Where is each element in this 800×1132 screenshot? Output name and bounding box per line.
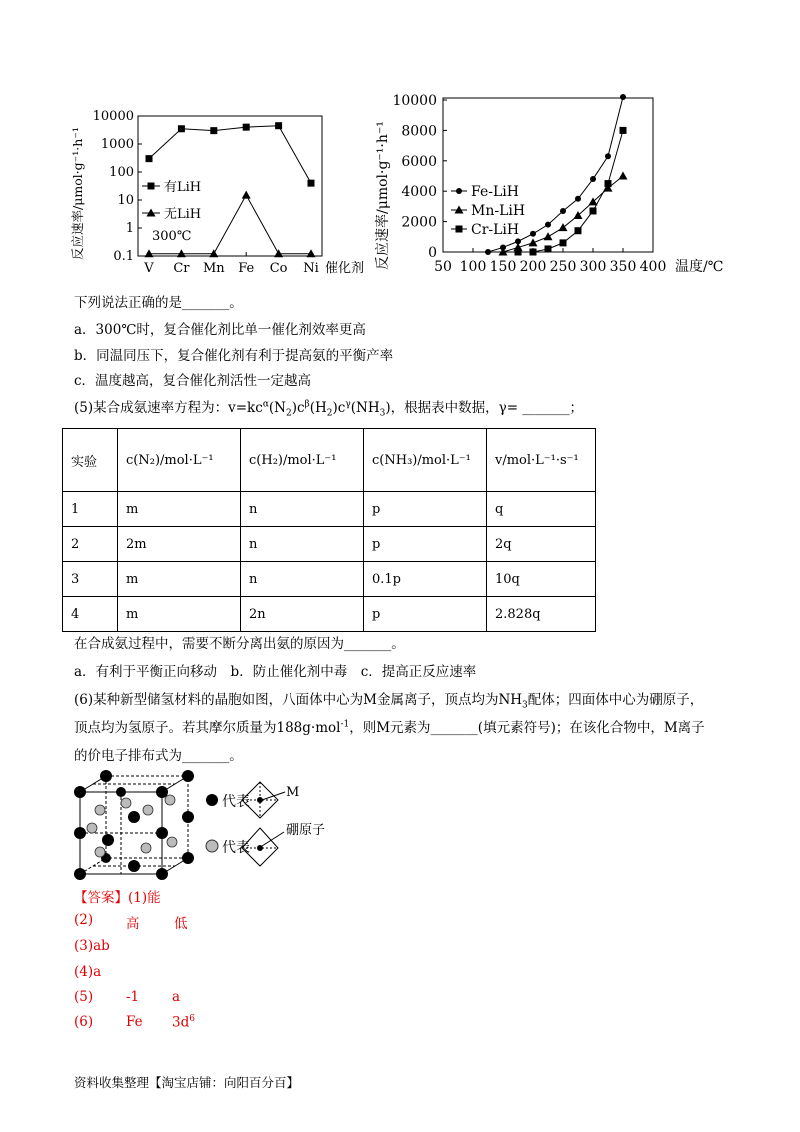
table-cell: p [364,492,487,527]
footer-note: 资料收集整理【淘宝店铺：向阳百分百】 [74,1075,300,1090]
data-point [515,249,522,256]
chart-temperature-rate [365,90,795,285]
after-table-question: 在合成氨过程中，需要不断分离出氨的原因为_______。 [74,636,405,652]
x-tick-label: 400 [639,259,667,275]
q6-text-a: (6)某种新型储氢材料的晶胞如图，八面体中心为M金属离子，顶点均为 [74,692,499,708]
q6-text-c: 顶点均为氢原子。若其摩尔质量为 [74,720,277,736]
q6-text-b: 配体；四面体中心为硼原子， [527,692,704,708]
x-tick-label: Cr [173,261,190,276]
table-cell: 2 [63,527,118,562]
data-point [275,122,282,129]
data-point [620,127,627,134]
table-cell: n [241,527,364,562]
legend-label: Mn-LiH [471,203,526,219]
option-a: a．300℃时，复合催化剂比单一催化剂效率更高 [74,322,366,338]
q5-prefix: (5)某合成氨速率方程为：v=kc [74,400,263,416]
table-cell: 2n [241,597,364,632]
answer-5-label: (5) [74,989,94,1005]
answer-2-value-1: 高 [126,916,140,932]
table-header-cell: c(N₂)/mol·L⁻¹ [118,429,241,492]
x-tick-label: Co [269,261,288,276]
y-axis-label: 反应速率/μmol·g⁻¹·h⁻¹ [70,127,85,260]
data-point [545,245,552,252]
legend-boron-label: 硼原子 [286,823,326,838]
series-line [149,126,311,183]
y-tick-label: 2000 [401,214,437,231]
legend-marker [456,188,462,194]
legend-gray-dot [206,840,218,852]
table-header-cell: v/mol·L⁻¹·s⁻¹ [487,429,596,492]
y-tick-label: 6000 [401,153,437,170]
y-tick-label: 8000 [401,123,437,140]
data-point [560,208,566,214]
data-point [178,125,185,132]
y-tick-label: 1000 [100,137,134,152]
answer-6-label: (6) [74,1014,94,1030]
table-row [63,597,596,632]
table-cell: m [118,492,241,527]
x-tick-label: 350 [609,259,637,275]
y-tick-label: 10000 [392,93,437,109]
x-tick-label: 250 [549,259,577,275]
data-point [590,207,597,214]
data-point [559,223,568,231]
legend-label: Fe-LiH [471,184,519,200]
rate-table [62,428,596,632]
options-line: a．有利于平衡正向移动 b．防止催化剂中毒 c．提高正反应速率 [74,664,477,680]
data-point [529,238,538,246]
y-tick-label: 100 [109,165,134,180]
x-tick-label: 200 [519,259,547,275]
data-point [619,172,628,180]
answer-3: (3)ab [74,938,110,954]
data-point [243,124,250,131]
table-cell: 2.828q [487,597,596,632]
table-cell: m [118,562,241,597]
legend-label: Cr-LiH [471,222,520,238]
answer-5-value-1: -1 [126,989,140,1005]
x-tick-label: Mn [202,261,225,276]
table-cell: p [364,527,487,562]
x-tick-label: 50 [434,259,452,275]
table-cell: 0.1p [364,562,487,597]
answer-2 [74,912,188,932]
legend-gray-label: 代表 [222,840,250,856]
legend-marker [148,183,155,190]
data-point [308,180,315,187]
table-cell: 1 [63,492,118,527]
table-header-cell: 实验 [63,429,118,492]
data-point [605,180,612,187]
option-c: c．温度越高，复合催化剂活性一定越高 [74,373,312,389]
x-tick-label: Ni [303,261,319,276]
legend-black-dot [206,794,218,806]
question-6-line2: 顶点均为氢原子。若其摩尔质量为188g·mol$^{-1}$，则M元素为_______(填元素符号)；在该化合物中，M离子 [74,719,705,736]
table-header-cell: c(H₂)/mol·L⁻¹ [241,429,364,492]
question-intro: 下列说法正确的是_______。 [74,295,243,311]
y-tick-label: 0.1 [113,249,134,264]
answer-5 [74,989,181,1005]
table-cell: q [487,492,596,527]
answer-1-text: (1)能 [128,890,161,906]
data-point [605,153,611,159]
data-point [575,227,582,234]
table-cell: 2m [118,527,241,562]
y-tick-label: 4000 [401,184,437,201]
table-cell: p [364,597,487,632]
crystal-cell-figure [70,770,350,880]
x-axis-label: 催化剂 [325,261,365,276]
chart-annotation: 300℃ [152,229,192,244]
table-cell: 4 [63,597,118,632]
q5-suffix: ，根据表中数据，γ= _______； [390,400,584,416]
legend-marker [456,226,463,233]
answer-6 [74,1014,195,1031]
series-line [149,195,311,254]
data-point [146,155,153,162]
chart-catalyst-rate [60,100,380,285]
q6-text-d: ，则M元素为_______(填元素符号)；在该化合物中，M离子 [349,720,705,736]
table-cell: 3 [63,562,118,597]
data-point [545,222,551,228]
x-tick-label: 300 [579,259,607,275]
answer-2-label: (2) [74,912,94,928]
data-point [485,249,491,255]
data-point [530,249,537,256]
x-axis-label: 温度/℃ [675,259,724,275]
table-cell: m [118,597,241,632]
x-tick-label: Fe [238,261,255,276]
answer-6-config: 3d [172,1014,190,1031]
table-cell: n [241,492,364,527]
legend-black-label: 代表 [222,794,250,810]
x-tick-label: V [144,261,154,276]
data-point [575,196,581,202]
answer-header: 【答案】 [74,890,128,906]
table-header-cell: c(NH₃)/mol·L⁻¹ [364,429,487,492]
legend-label: 有LiH [164,180,202,195]
data-point [544,232,553,240]
answer-1 [74,886,161,906]
y-tick-label: 10000 [92,109,134,124]
legend-M-label: M [286,785,300,800]
data-point [560,239,567,246]
data-point [242,191,251,199]
table-header-row [63,429,596,492]
answer-6-value-1: Fe [126,1014,143,1030]
answer-6-value-2: $3d^6$ [172,1014,195,1031]
x-tick-label: 150 [489,259,517,275]
answer-4: (4)a [74,964,102,980]
data-point [530,231,536,237]
answer-5-value-2: a [172,989,181,1005]
boron-atoms [87,795,177,857]
x-tick-label: 100 [459,259,487,275]
table-cell: 2q [487,527,596,562]
q6-molar-mass: 188g·mol [276,720,341,736]
table-row [63,527,596,562]
data-point [590,176,596,182]
answer-2-value-2: 低 [174,916,188,932]
question-6-line1: (6)某种新型储氢材料的晶胞如图，八面体中心为M金属离子，顶点均为$NH_3$配体；四面体中心为硼原子， [74,692,704,711]
legend-label: 无LiH [164,207,202,222]
data-point [620,94,626,100]
table-cell: 10q [487,562,596,597]
y-tick-label: 1 [125,221,134,236]
table-cell: n [241,562,364,597]
data-point [210,127,217,134]
y-tick-label: 0 [428,245,437,261]
table-row [63,492,596,527]
question-5: (5)某合成氨速率方程为：$v=kc^\alpha(N_2)c^\beta(H_2)c^\gamma(NH_3)$，根据表中数据，γ= _______； [74,399,584,419]
y-tick-label: 10 [117,193,134,208]
table-row [63,562,596,597]
question-6-line3: 的价电子排布式为_______。 [74,748,243,764]
option-b: b．同温同压下，复合催化剂有利于提高氨的平衡产率 [74,348,394,364]
y-axis-label: 反应速率/μmol·g⁻¹·h⁻¹ [375,121,391,270]
